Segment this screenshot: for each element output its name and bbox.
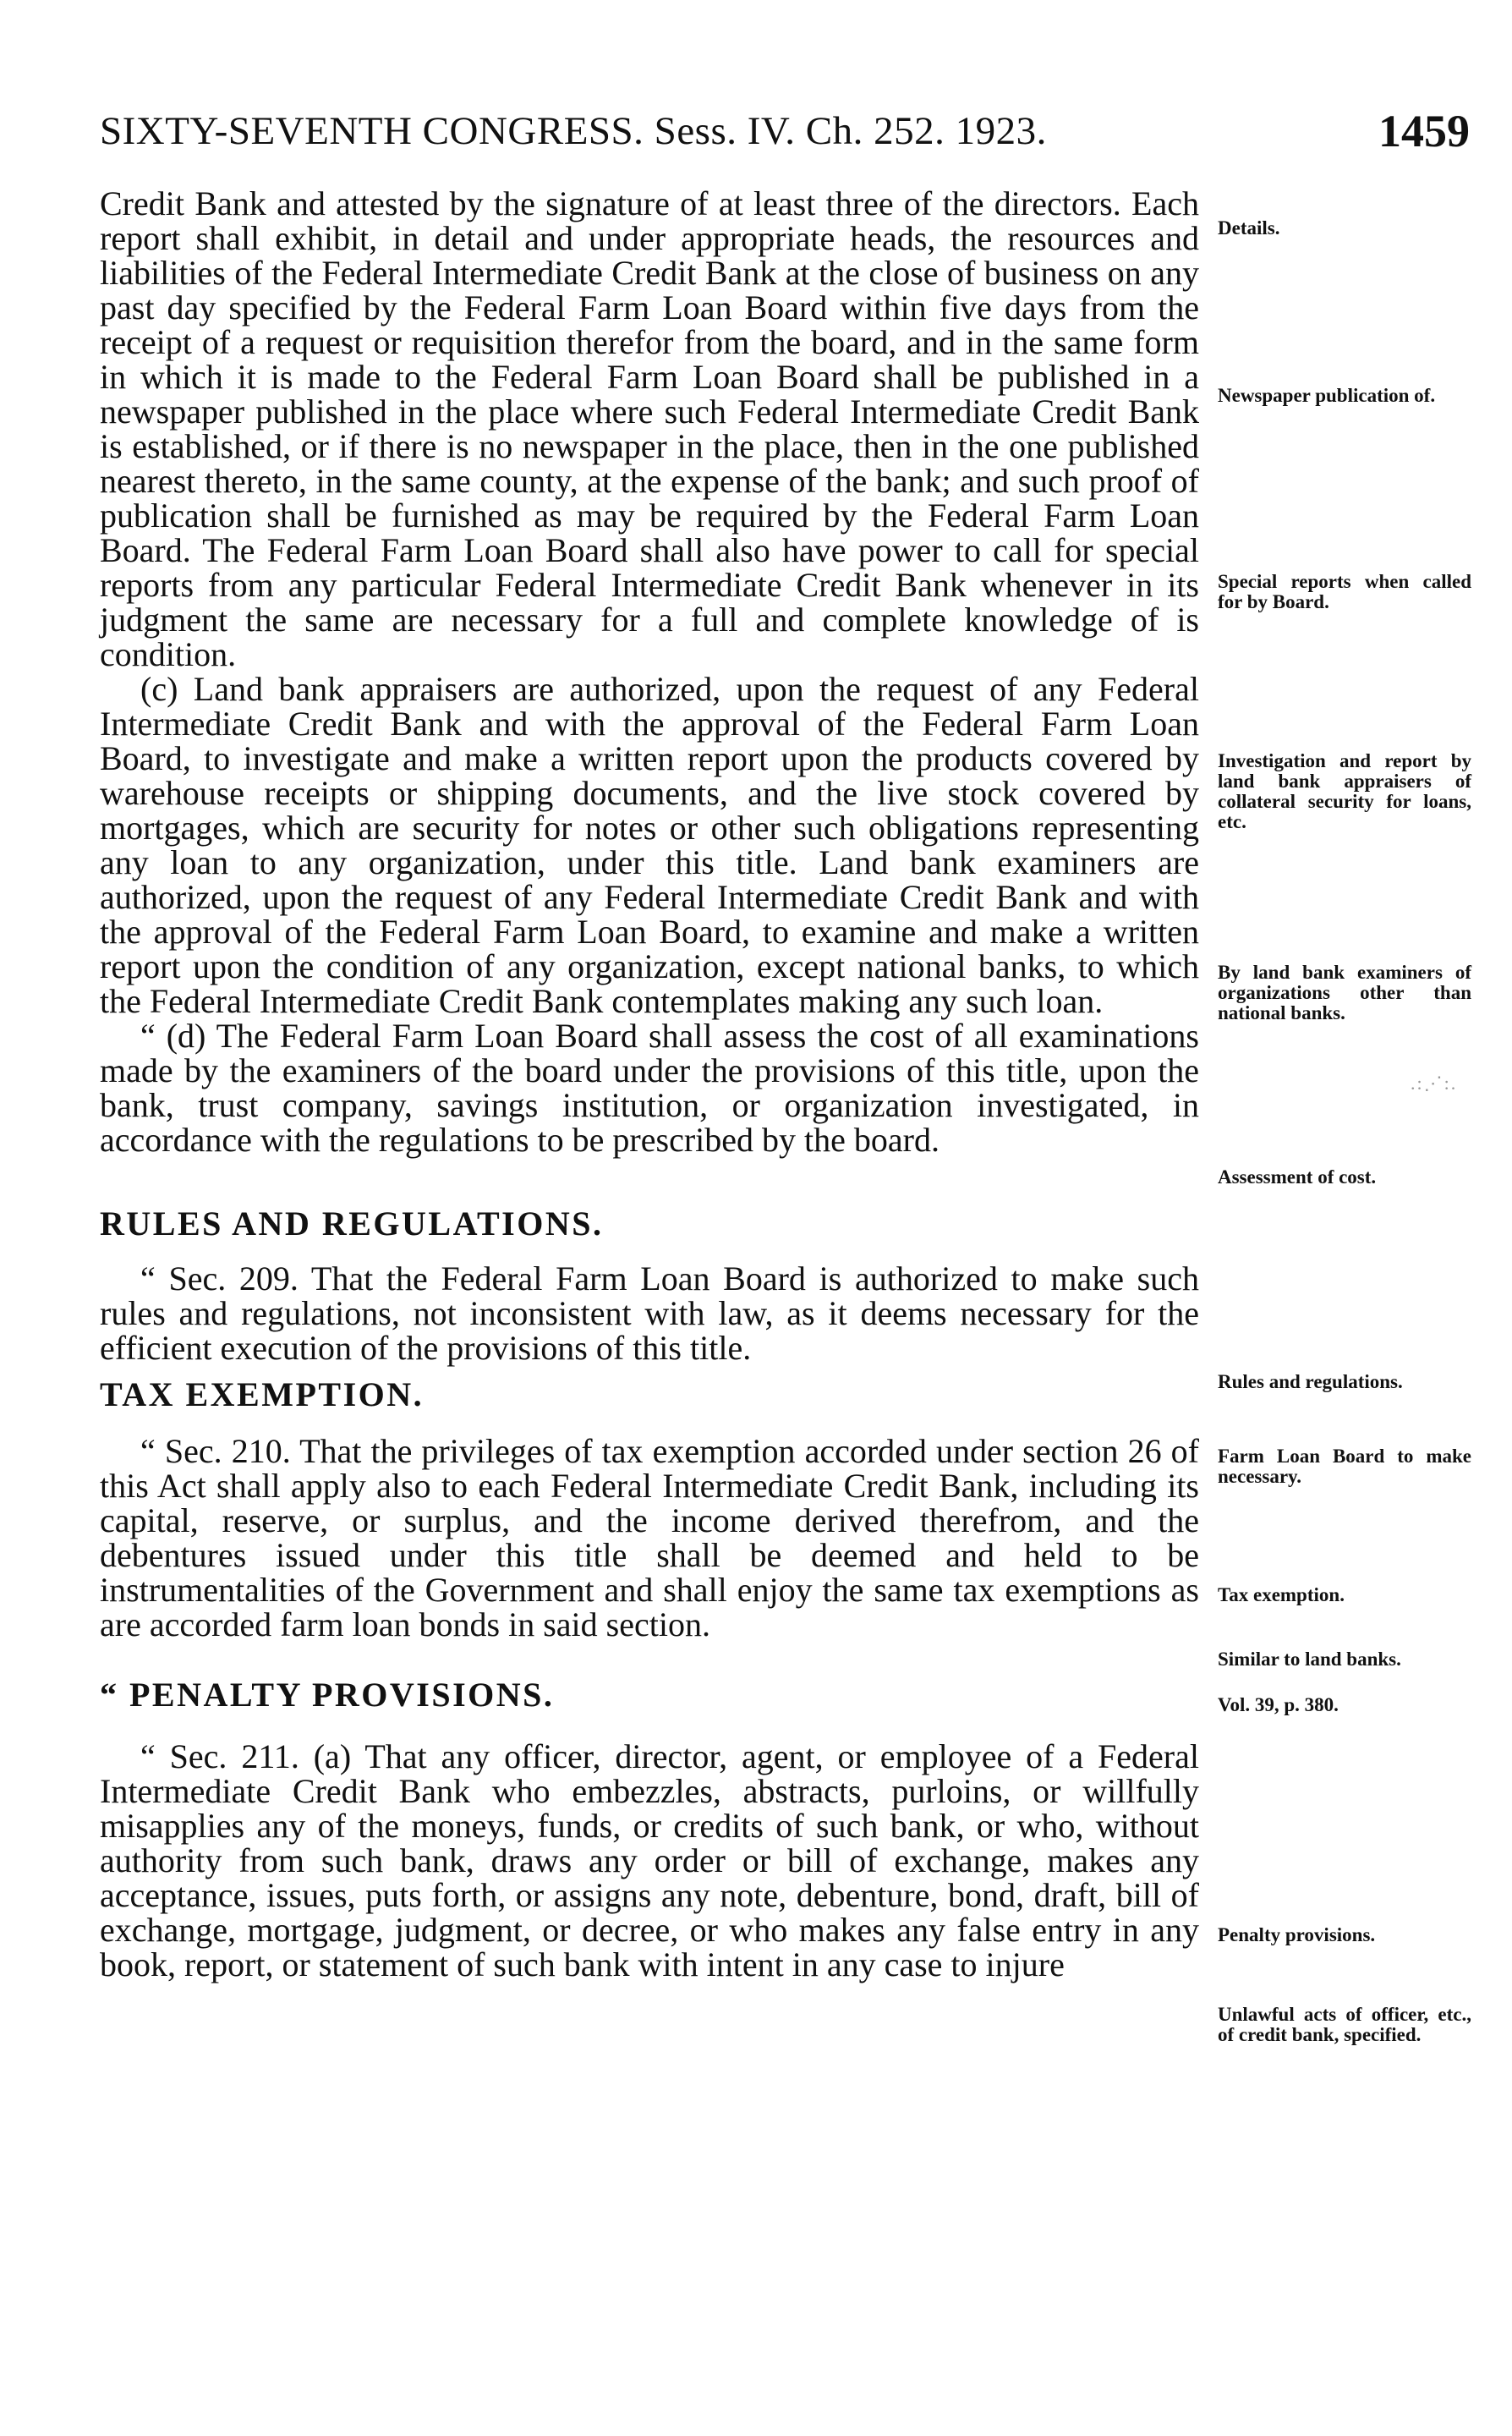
- paragraph-appraisers: (c) Land bank appraisers are authorized, upon the request of any Federal Intermediate Credit Bank and with the approval of the Federal Farm Loan Board, to investigate and make a written report upon the products covered by warehouse receipts or shipping documents, and the live stock covered by mortgages, which are security for notes or other such obligations representing any loan to any organization, under this title. Land bank examiners are authorized, upon the request of any Federal Intermediate Credit Bank and with the approval of the Federal Farm Loan Board, to examine and make a written report upon the condition of any organization, except national banks, to which the Federal Intermediate Credit Bank contemplates making any such loan.: [100, 670, 1199, 1020]
- margin-note-examiners: By land bank examiners of organizations other than national banks.: [1218, 962, 1471, 1023]
- running-head: SIXTY-SEVENTH CONGRESS. Sess. IV. Ch. 252. 1923.: [100, 109, 1047, 153]
- page-number: 1459: [1378, 106, 1470, 156]
- margin-note-tax-exemption: Tax exemption.: [1218, 1584, 1345, 1605]
- margin-note-penalty: Penalty provisions.: [1218, 1924, 1376, 1945]
- margin-note-volume-reference: Vol. 39, p. 380.: [1218, 1694, 1339, 1715]
- margin-note-similar: Similar to land banks.: [1218, 1649, 1401, 1670]
- paragraph-assessment: “ (d) The Federal Farm Loan Board shall assess the cost of all examinations made by the examiners of the board under the provisions of this title, upon the bank, trust company, savings institution, or organization investigated, in accordance with the regulations to be prescribed by the board.: [100, 1017, 1199, 1159]
- margin-note-rules: Rules and regulations.: [1218, 1371, 1403, 1392]
- margin-note-unlawful-acts: Unlawful acts of officer, etc., of credit bank, specified.: [1218, 2004, 1471, 2045]
- main-text: [100, 186, 1199, 1982]
- paragraph-sec-210: “ Sec. 210. That the privileges of tax exemption accorded under section 26 of this Act shall apply also to each Federal Intermediate Credit Bank, including its capital, reserve, or surplus, and the income derived therefrom, and the debentures issued under this title shall be deemed and held to be instrumentalities of the Government and shall enjoy the same tax exemptions as are accorded farm loan bonds in said section.: [100, 1432, 1199, 1643]
- margin-note-assessment: Assessment of cost.: [1218, 1166, 1377, 1188]
- heading-tax-exemption: TAX EXEMPTION.: [100, 1375, 425, 1413]
- page-header: [100, 108, 1470, 159]
- ink-smudge: .:⋰:.: [1411, 1073, 1458, 1094]
- heading-rules: RULES AND REGULATIONS.: [100, 1204, 604, 1243]
- margin-note-details: Details.: [1218, 217, 1280, 239]
- heading-penalty: “ PENALTY PROVISIONS.: [100, 1676, 555, 1714]
- paragraph-report: Credit Bank and attested by the signature of at least three of the directors. Each report shall exhibit, in detail and under appropriate heads, the resources and liabilities of the Federal Intermediate Credit Bank at the close of business on any past day specified by the Federal Farm Loan Board within five days from the receipt of a request or requisition therefor from the board, and in the same form in which it is made to the Federal Farm Loan Board shall be published in a newspaper published in the place where such Federal Intermediate Credit Bank is established, or if there is no newspaper in the place, then in the one published nearest thereto, in the same county, at the expense of the bank; and such proof of publication shall be furnished as may be required by the Federal Farm Loan Board. The Federal Farm Loan Board shall also have power to call for special reports from any particular Federal Intermediate Credit Bank whenever in its judgment the same are necessary for a full and complete knowledge of is condition.: [100, 184, 1199, 673]
- paragraph-sec-209: “ Sec. 209. That the Federal Farm Loan Board is authorized to make such rules and regulations, not inconsistent with law, as it deems necessary for the efficient execution of the provisions of this title.: [100, 1259, 1199, 1367]
- paragraph-sec-211: “ Sec. 211. (a) That any officer, director, agent, or employee of a Federal Intermediate Credit Bank who embezzles, abstracts, purloins, or willfully misapplies any of the moneys, funds, or credits of such bank, or who, without authority from such bank, draws any order or bill of exchange, makes any acceptance, issues, puts forth, or assigns any note, debenture, bond, draft, bill of exchange, mortgage, judgment, or decree, or who makes any false entry in any book, report, or statement of such bank with intent in any case to injure: [100, 1737, 1199, 1983]
- margin-note-investigation: Investigation and report by land bank appraisers of collateral security for loans, etc.: [1218, 750, 1471, 832]
- margin-note-newspaper: Newspaper publication of.: [1218, 385, 1436, 406]
- margin-note-special-reports: Special reports when called for by Board.: [1218, 571, 1471, 612]
- margin-note-farm-loan-board: Farm Loan Board to make necessary.: [1218, 1446, 1471, 1487]
